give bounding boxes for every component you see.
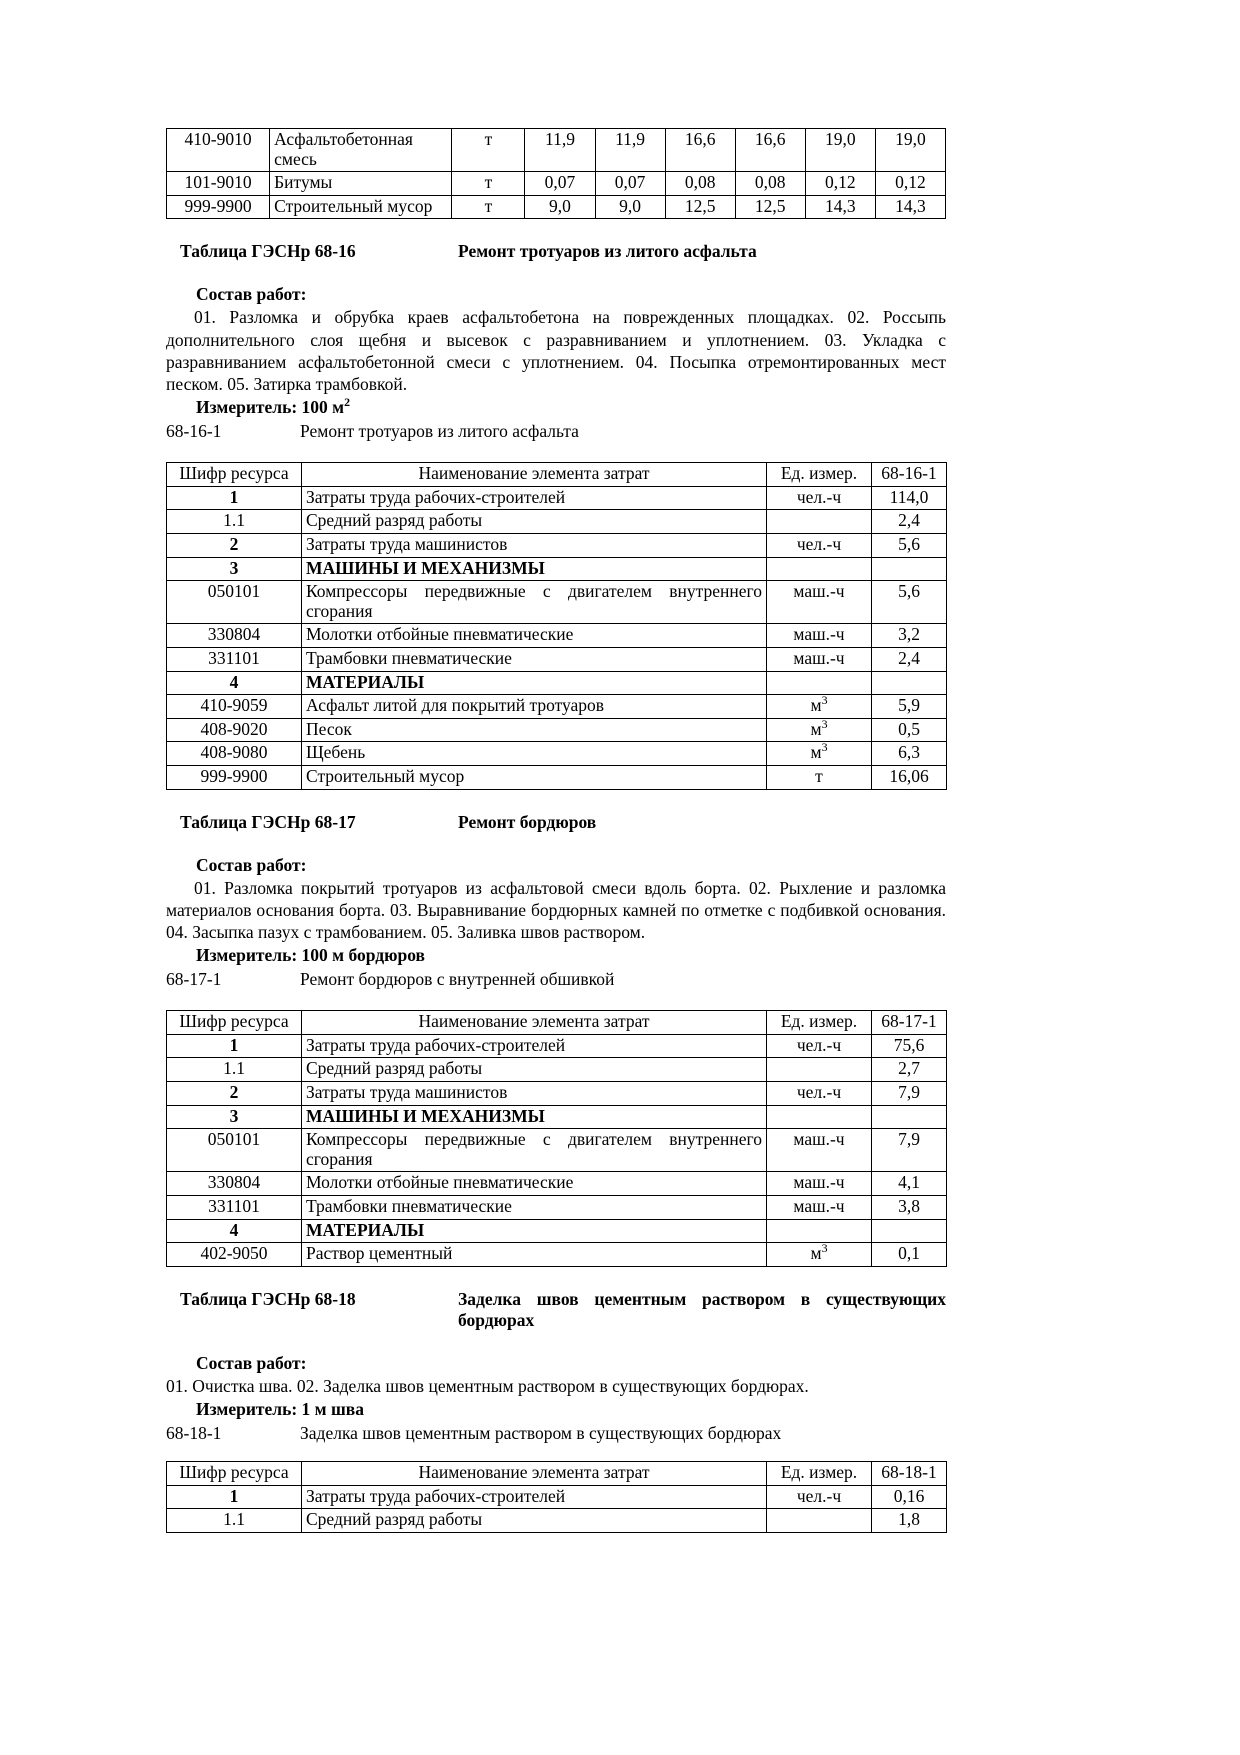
resource-value: 0,5 — [872, 718, 947, 742]
norm-code: 68-17-1 — [166, 969, 222, 990]
resource-value: 6,3 — [872, 742, 947, 766]
izmeritel-label: Измеритель: — [196, 397, 298, 418]
resource-value: 114,0 — [872, 486, 947, 510]
resource-code: 331101 — [167, 648, 302, 672]
table-row — [167, 695, 947, 719]
resource-code: 050101 — [167, 1129, 302, 1172]
table-row — [167, 1058, 947, 1082]
unit-superscript: 3 — [821, 693, 828, 708]
column-header-unit: Ед. измер. — [767, 463, 872, 487]
resource-name: Битумы — [270, 172, 452, 196]
table-header-row — [167, 1011, 947, 1035]
table-row — [167, 581, 947, 624]
resource-code: 331101 — [167, 1195, 302, 1219]
resource-name: Средний разряд работы — [302, 510, 767, 534]
table-row — [167, 1082, 947, 1106]
table-row — [167, 765, 947, 789]
table-row — [167, 557, 947, 581]
column-header-name: Наименование элемента затрат — [302, 1461, 767, 1485]
resource-value: 9,0 — [525, 195, 595, 219]
column-header-value: 68-18-1 — [872, 1461, 947, 1485]
table-row — [167, 172, 946, 196]
resource-value: 7,9 — [872, 1129, 947, 1172]
resource-code: 2 — [167, 534, 302, 558]
resource-value — [872, 1105, 947, 1129]
table-row — [167, 1219, 947, 1243]
continuation-table-body — [167, 129, 946, 219]
resource-unit — [767, 1243, 872, 1267]
unit-base: м — [810, 1243, 822, 1264]
column-header-value: 68-17-1 — [872, 1011, 947, 1035]
resource-value: 0,1 — [872, 1243, 947, 1267]
resource-unit — [767, 1219, 872, 1243]
resource-table-body — [167, 463, 947, 789]
table-name: Ремонт тротуаров из литого асфальта — [458, 241, 757, 262]
table-row — [167, 129, 946, 172]
table-row — [167, 742, 947, 766]
spacer — [166, 442, 946, 462]
table-row — [167, 671, 947, 695]
resource-value: 3,8 — [872, 1195, 947, 1219]
spacer — [166, 1444, 946, 1461]
table-row — [167, 195, 946, 219]
resource-name: Затраты труда рабочих-строителей — [302, 486, 767, 510]
resource-name: Затраты труда рабочих-строителей — [302, 1034, 767, 1058]
resource-code: 410-9059 — [167, 695, 302, 719]
unit-superscript: 3 — [821, 1241, 828, 1256]
table-name: Ремонт бордюров — [458, 811, 597, 832]
resource-value: 0,12 — [875, 172, 945, 196]
unit-superscript: 3 — [821, 716, 828, 731]
table-row — [167, 1509, 947, 1533]
resource-name: Строительный мусор — [270, 195, 452, 219]
resource-code: 1.1 — [167, 510, 302, 534]
resource-value: 4,1 — [872, 1172, 947, 1196]
norm-line-68-17-1 — [166, 969, 946, 990]
norm-name: Ремонт бордюров с внутренней обшивкой — [300, 969, 615, 990]
resource-unit — [767, 671, 872, 695]
resource-value: 9,0 — [595, 195, 665, 219]
column-header-unit: Ед. измер. — [767, 1011, 872, 1035]
norm-line-68-16-1 — [166, 421, 946, 442]
resource-code: 4 — [167, 671, 302, 695]
norm-name: Заделка швов цементным раствором в существующих бордюрах — [300, 1422, 782, 1443]
unit-base: м — [810, 695, 822, 716]
resource-unit — [767, 718, 872, 742]
resource-unit: чел.-ч — [767, 1485, 872, 1509]
resource-code: 1 — [167, 486, 302, 510]
resource-code: 101-9010 — [167, 172, 270, 196]
resource-value: 2,4 — [872, 510, 947, 534]
resource-unit: чел.-ч — [767, 1034, 872, 1058]
resource-table-68-18 — [166, 1461, 947, 1533]
resource-code: 1.1 — [167, 1058, 302, 1082]
resource-name: Строительный мусор — [302, 765, 767, 789]
resource-name: Раствор цементный — [302, 1243, 767, 1267]
table-row — [167, 1105, 947, 1129]
column-header-code: Шифр ресурса — [167, 1011, 302, 1035]
table-row — [167, 648, 947, 672]
resource-unit — [767, 557, 872, 581]
resource-unit: маш.-ч — [767, 1195, 872, 1219]
sostav-label: Состав работ: — [196, 1352, 307, 1373]
table-row — [167, 1195, 947, 1219]
resource-value: 7,9 — [872, 1082, 947, 1106]
resource-name: Средний разряд работы — [302, 1509, 767, 1533]
resource-unit: т — [767, 765, 872, 789]
resource-code: 408-9020 — [167, 718, 302, 742]
resource-value: 3,2 — [872, 624, 947, 648]
resource-code: 2 — [167, 1082, 302, 1106]
column-header-name: Наименование элемента затрат — [302, 1011, 767, 1035]
table-row — [167, 718, 947, 742]
resource-value: 11,9 — [595, 129, 665, 172]
resource-value: 5,9 — [872, 695, 947, 719]
spacer — [166, 990, 946, 1010]
table-name: Заделка швов цементным раствором в существующих бордюрах — [458, 1288, 946, 1330]
table-row — [167, 624, 947, 648]
resource-group-name: МАШИНЫ И МЕХАНИЗМЫ — [302, 1105, 767, 1129]
resource-value: 0,12 — [805, 172, 875, 196]
izmeritel-line — [196, 1399, 946, 1420]
column-header-code: Шифр ресурса — [167, 1461, 302, 1485]
resource-value: 14,3 — [805, 195, 875, 219]
resource-unit — [767, 695, 872, 719]
resource-name: Затраты труда машинистов — [302, 534, 767, 558]
resource-name: Компрессоры передвижные с двигателем внутреннего сгорания — [302, 1129, 767, 1172]
table-row — [167, 486, 947, 510]
column-header-unit: Ед. измер. — [767, 1461, 872, 1485]
section-heading-68-16 — [166, 241, 946, 262]
resource-code: 330804 — [167, 624, 302, 648]
resource-value: 11,9 — [525, 129, 595, 172]
resource-name: Средний разряд работы — [302, 1058, 767, 1082]
izmeritel-value: 100 м — [301, 397, 345, 418]
table-row — [167, 1243, 947, 1267]
resource-name: Щебень — [302, 742, 767, 766]
resource-unit: чел.-ч — [767, 1082, 872, 1106]
table-row — [167, 534, 947, 558]
resource-value: 0,07 — [595, 172, 665, 196]
resource-name: Асфальтобетонная смесь — [270, 129, 452, 172]
resource-value: 1,8 — [872, 1509, 947, 1533]
unit-base: м — [810, 718, 822, 739]
resource-code: 408-9080 — [167, 742, 302, 766]
resource-value: 19,0 — [805, 129, 875, 172]
resource-value: 14,3 — [875, 195, 945, 219]
resource-value: 12,5 — [735, 195, 805, 219]
resource-value: 0,08 — [735, 172, 805, 196]
resource-name: Молотки отбойные пневматические — [302, 624, 767, 648]
unit-base: м — [810, 742, 822, 763]
norm-name: Ремонт тротуаров из литого асфальта — [300, 421, 579, 442]
resource-code: 1 — [167, 1485, 302, 1509]
izmeritel-line — [196, 397, 946, 418]
resource-value: 12,5 — [665, 195, 735, 219]
resource-table-68-17 — [166, 1010, 947, 1267]
resource-value: 0,16 — [872, 1485, 947, 1509]
column-header-name: Наименование элемента затрат — [302, 463, 767, 487]
resource-unit: маш.-ч — [767, 1129, 872, 1172]
resource-unit — [767, 1105, 872, 1129]
resource-code: 999-9900 — [167, 195, 270, 219]
table-label: Таблица ГЭСНр 68-16 — [180, 241, 356, 262]
table-row — [167, 510, 947, 534]
resource-unit: чел.-ч — [767, 534, 872, 558]
resource-code: 3 — [167, 557, 302, 581]
resource-value: 16,6 — [665, 129, 735, 172]
resource-unit — [767, 1509, 872, 1533]
resource-code: 050101 — [167, 581, 302, 624]
resource-value: 0,07 — [525, 172, 595, 196]
table-row — [167, 1034, 947, 1058]
resource-name: Компрессоры передвижные с двигателем внутреннего сгорания — [302, 581, 767, 624]
table-row — [167, 1485, 947, 1509]
resource-code: 3 — [167, 1105, 302, 1129]
izmeritel-label: Измеритель: — [196, 1398, 298, 1419]
table-row — [167, 1172, 947, 1196]
resource-group-name: МАТЕРИАЛЫ — [302, 1219, 767, 1243]
resource-unit: маш.-ч — [767, 624, 872, 648]
izmeritel-line — [196, 945, 946, 966]
table-header-row — [167, 463, 947, 487]
resource-name: Асфальт литой для покрытий тротуаров — [302, 695, 767, 719]
resource-unit: т — [452, 172, 525, 196]
izmeritel-superscript: 2 — [344, 395, 351, 410]
izmeritel-label: Измеритель: — [196, 945, 298, 966]
resource-table-68-16 — [166, 462, 947, 789]
resource-code: 330804 — [167, 1172, 302, 1196]
resource-name: Затраты труда машинистов — [302, 1082, 767, 1106]
resource-code: 402-9050 — [167, 1243, 302, 1267]
izmeritel-value: 1 м шва — [301, 1398, 364, 1419]
table-label: Таблица ГЭСНр 68-17 — [180, 811, 356, 832]
resource-group-name: МАШИНЫ И МЕХАНИЗМЫ — [302, 557, 767, 581]
resource-value — [872, 1219, 947, 1243]
resource-code: 1.1 — [167, 1509, 302, 1533]
column-header-code: Шифр ресурса — [167, 463, 302, 487]
resource-name: Молотки отбойные пневматические — [302, 1172, 767, 1196]
column-header-value: 68-16-1 — [872, 463, 947, 487]
resource-value: 75,6 — [872, 1034, 947, 1058]
resource-code: 1 — [167, 1034, 302, 1058]
unit-superscript: 3 — [821, 740, 828, 755]
norm-line-68-18-1 — [166, 1423, 946, 1444]
resource-code: 410-9010 — [167, 129, 270, 172]
resource-name: Затраты труда рабочих-строителей — [302, 1485, 767, 1509]
resource-table-body — [167, 1011, 947, 1267]
document-page — [166, 0, 946, 1533]
resource-value: 5,6 — [872, 534, 947, 558]
resource-code: 4 — [167, 1219, 302, 1243]
resource-unit — [767, 510, 872, 534]
norm-code: 68-16-1 — [166, 421, 222, 442]
resource-group-name: МАТЕРИАЛЫ — [302, 671, 767, 695]
continuation-resource-table — [166, 128, 946, 219]
resource-value: 19,0 — [875, 129, 945, 172]
resource-unit: чел.-ч — [767, 486, 872, 510]
sostav-label: Состав работ: — [196, 284, 307, 305]
resource-code: 999-9900 — [167, 765, 302, 789]
table-header-row — [167, 1461, 947, 1485]
resource-unit: т — [452, 129, 525, 172]
izmeritel-value: 100 м бордюров — [301, 945, 425, 966]
resource-value: 5,6 — [872, 581, 947, 624]
table-row — [167, 1129, 947, 1172]
resource-name: Трамбовки пневматические — [302, 648, 767, 672]
resource-value: 2,4 — [872, 648, 947, 672]
resource-unit: т — [452, 195, 525, 219]
resource-value: 0,08 — [665, 172, 735, 196]
table-label: Таблица ГЭСНр 68-18 — [180, 1288, 356, 1309]
norm-code: 68-18-1 — [166, 1422, 222, 1443]
resource-value — [872, 671, 947, 695]
resource-unit: маш.-ч — [767, 1172, 872, 1196]
resource-table-body — [167, 1461, 947, 1532]
resource-value: 16,06 — [872, 765, 947, 789]
resource-name: Песок — [302, 718, 767, 742]
resource-value — [872, 557, 947, 581]
sostav-text: 01. Разломка покрытий тротуаров из асфальтовой смеси вдоль борта. 02. Рыхление и разломка материалов основания борта. 03. Выравнивание бордюрных камней по отметке с подбивкой основания. 04. Засыпка пазух с трамбованием. 05. Заливка швов раствором. — [166, 877, 946, 942]
resource-value: 16,6 — [735, 129, 805, 172]
sostav-label: Состав работ: — [196, 854, 307, 875]
resource-unit: маш.-ч — [767, 648, 872, 672]
section-heading-68-17 — [166, 812, 946, 833]
resource-value: 2,7 — [872, 1058, 947, 1082]
resource-unit — [767, 742, 872, 766]
section-heading-68-18 — [166, 1289, 946, 1331]
sostav-text: 01. Разломка и обрубка краев асфальтобетона на поврежденных площадках. 02. Россыпь дополнительного слоя щебня и высевок с разравниванием и уплотнением. 03. Укладка с разравниванием асфальтобетонной смеси с уплотнением. 04. Посыпка отремонтированных мест песком. 05. Затирка трамбовкой. — [166, 307, 946, 395]
resource-unit — [767, 1058, 872, 1082]
resource-name: Трамбовки пневматические — [302, 1195, 767, 1219]
resource-unit: маш.-ч — [767, 581, 872, 624]
sostav-text: 01. Очистка шва. 02. Заделка швов цементным раствором в существующих бордюрах. — [166, 1375, 809, 1396]
